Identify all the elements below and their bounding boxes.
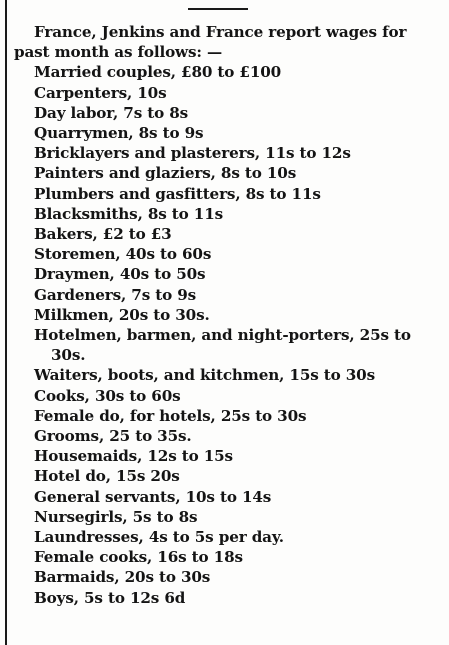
wage-item: Bricklayers and plasterers, 11s to 12s [34, 144, 351, 163]
wage-list [14, 62, 444, 607]
wage-item: Draymen, 40s to 50s [34, 265, 206, 284]
wage-item: Plumbers and gasfitters, 8s to 11s [34, 184, 321, 203]
wage-item: Bakers, £2 to £3 [34, 225, 172, 244]
wage-item: Day labor, 7s to 8s [34, 103, 189, 122]
wage-item: Blacksmiths, 8s to 11s [34, 204, 224, 223]
wage-item: Grooms, 25 to 35s. [34, 427, 192, 446]
wage-item: Waiters, boots, and kitchmen, 15s to 30s [34, 366, 375, 385]
wage-item: Female cooks, 16s to 18s [34, 548, 243, 567]
wage-item: Female do, for hotels, 25s to 30s [34, 406, 307, 425]
wage-item: Gardeners, 7s to 9s [34, 285, 197, 304]
wage-item: Carpenters, 10s [34, 83, 167, 102]
wage-item: Housemaids, 12s to 15s [34, 447, 233, 466]
wages-report [14, 22, 444, 608]
wage-item: Laundresses, 4s to 5s per day. [34, 528, 284, 547]
wage-item: Nursegirls, 5s to 8s [34, 507, 198, 526]
wage-item: Milkmen, 20s to 30s. [34, 305, 210, 324]
wage-item: Cooks, 30s to 60s [34, 386, 181, 405]
wage-item: Storemen, 40s to 60s [34, 245, 212, 264]
wage-item: Hotelmen, barmen, and night-porters, 25s to 30s. [34, 326, 411, 365]
wage-item: General servants, 10s to 14s [34, 487, 272, 506]
report-intro: France, Jenkins and France report wages for past month as follows: — [14, 23, 407, 62]
wage-item: Painters and glaziers, 8s to 10s [34, 164, 297, 183]
wage-item: Hotel do, 15s 20s [34, 467, 180, 486]
wage-item: Boys, 5s to 12s 6d [34, 588, 186, 607]
wage-item: Quarrymen, 8s to 9s [34, 124, 204, 143]
column-rule [5, 0, 7, 645]
wage-item: Barmaids, 20s to 30s [34, 568, 211, 587]
wage-item: Married couples, £80 to £100 [34, 63, 282, 82]
section-divider [188, 8, 248, 10]
